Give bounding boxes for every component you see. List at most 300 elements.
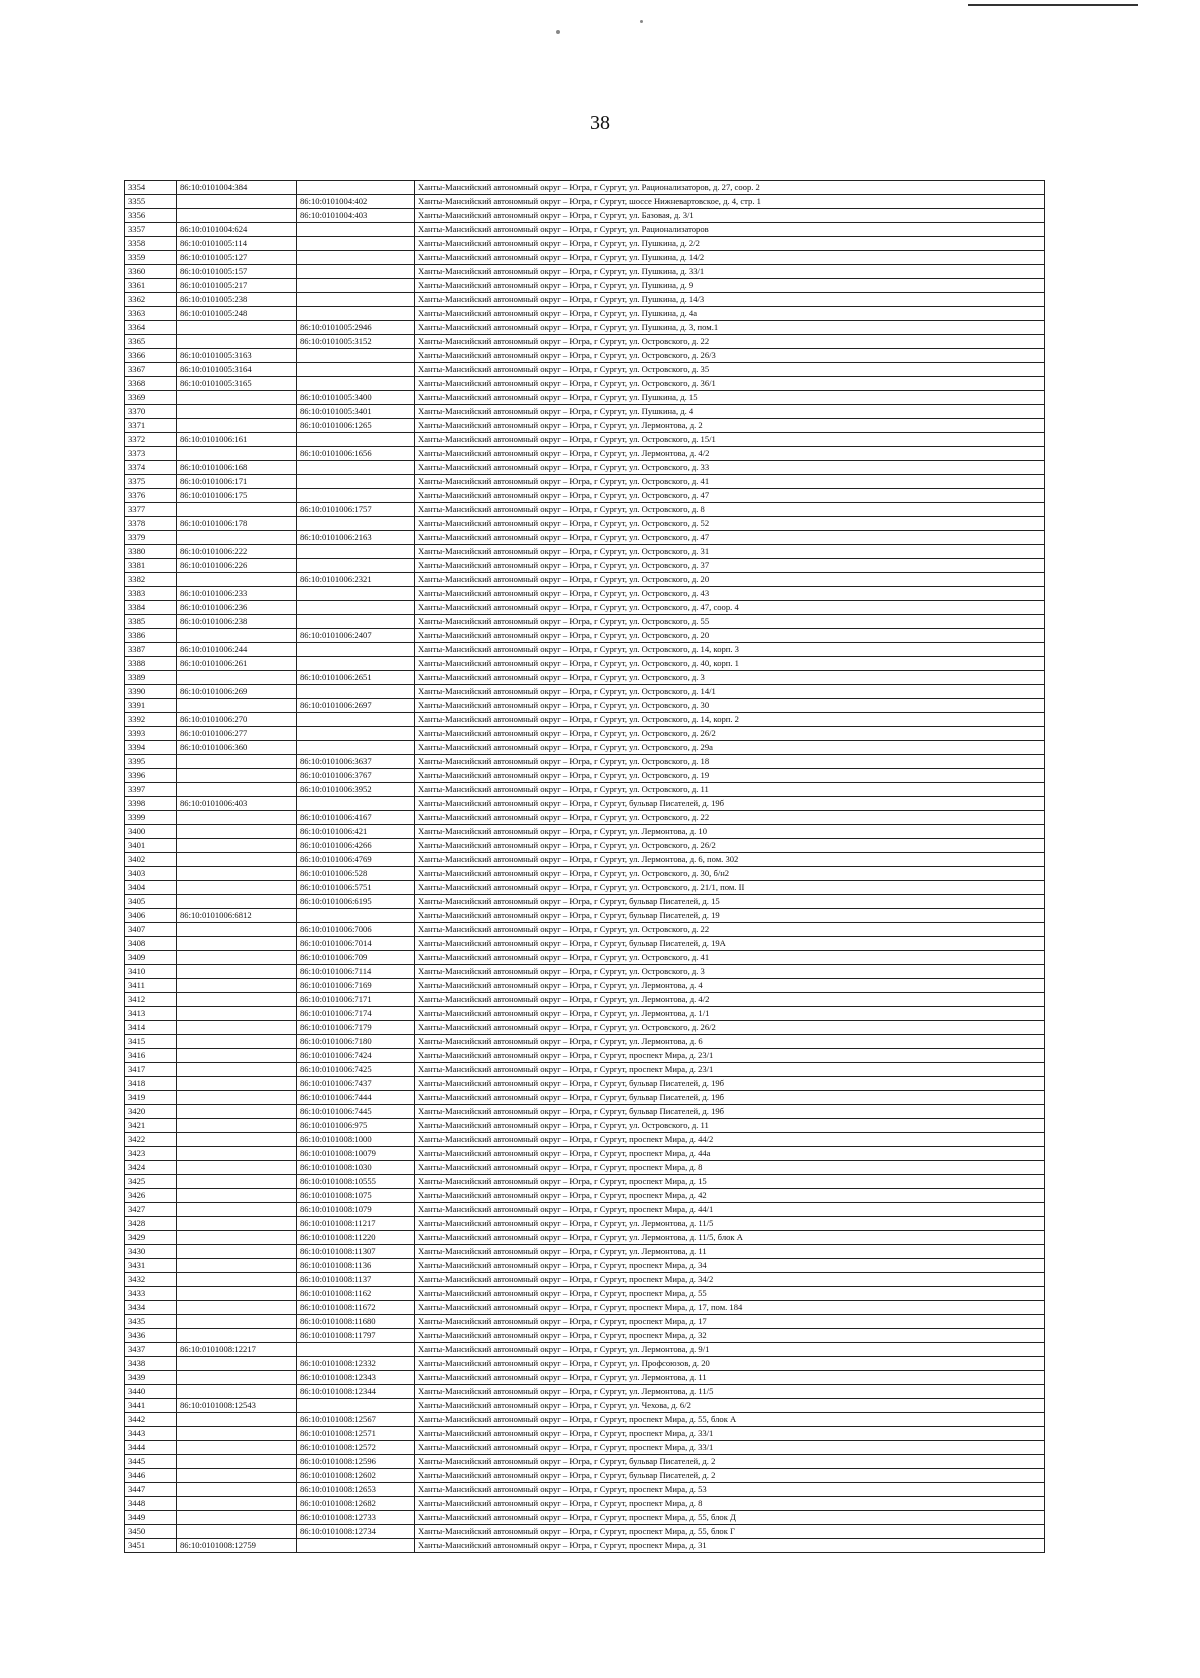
table-row	[125, 377, 1045, 391]
cadastral-number-parcel	[177, 1035, 297, 1049]
address: Ханты-Мансийский автономный округ – Югра, г Сургут, ул. Островского, д. 41	[415, 951, 1045, 965]
table-row	[125, 1497, 1045, 1511]
row-number: 3419	[125, 1091, 177, 1105]
cadastral-number-parcel: 86:10:0101006:175	[177, 489, 297, 503]
address: Ханты-Мансийский автономный округ – Югра, г Сургут, ул. Островского, д. 43	[415, 587, 1045, 601]
address: Ханты-Мансийский автономный округ – Югра, г Сургут, ул. Островского, д. 29а	[415, 741, 1045, 755]
address: Ханты-Мансийский автономный округ – Югра, г Сургут, ул. Лермонтова, д. 4	[415, 979, 1045, 993]
cadastral-number-parcel: 86:10:0101006:261	[177, 657, 297, 671]
cadastral-number-object: 86:10:0101008:1136	[297, 1259, 415, 1273]
row-number: 3442	[125, 1413, 177, 1427]
table-row	[125, 657, 1045, 671]
address: Ханты-Мансийский автономный округ – Югра, г Сургут, ул. Островского, д. 3	[415, 965, 1045, 979]
address: Ханты-Мансийский автономный округ – Югра, г Сургут, проспект Мира, д. 34	[415, 1259, 1045, 1273]
cadastral-number-object	[297, 685, 415, 699]
row-number: 3355	[125, 195, 177, 209]
cadastral-number-object: 86:10:0101008:12602	[297, 1469, 415, 1483]
address: Ханты-Мансийский автономный округ – Югра, г Сургут, проспект Мира, д. 44/2	[415, 1133, 1045, 1147]
address: Ханты-Мансийский автономный округ – Югра, г Сургут, ул. Островского, д. 22	[415, 811, 1045, 825]
cadastral-number-object	[297, 797, 415, 811]
cadastral-number-object	[297, 279, 415, 293]
table-row	[125, 671, 1045, 685]
table-row	[125, 433, 1045, 447]
table-row	[125, 363, 1045, 377]
address: Ханты-Мансийский автономный округ – Югра, г Сургут, проспект Мира, д. 53	[415, 1483, 1045, 1497]
table-row	[125, 1021, 1045, 1035]
cadastral-number-object: 86:10:0101006:7179	[297, 1021, 415, 1035]
cadastral-number-parcel	[177, 1049, 297, 1063]
cadastral-number-object	[297, 433, 415, 447]
cadastral-number-parcel	[177, 1497, 297, 1511]
cadastral-number-parcel	[177, 923, 297, 937]
row-number: 3382	[125, 573, 177, 587]
cadastral-number-parcel: 86:10:0101005:127	[177, 251, 297, 265]
cadastral-number-parcel: 86:10:0101006:360	[177, 741, 297, 755]
cadastral-number-object: 86:10:0101006:7114	[297, 965, 415, 979]
cadastral-number-object: 86:10:0101006:7014	[297, 937, 415, 951]
address: Ханты-Мансийский автономный округ – Югра, г Сургут, ул. Островского, д. 47, соор. 4	[415, 601, 1045, 615]
row-number: 3447	[125, 1483, 177, 1497]
cadastral-number-parcel	[177, 1231, 297, 1245]
row-number: 3417	[125, 1063, 177, 1077]
table-row	[125, 1441, 1045, 1455]
cadastral-number-object: 86:10:0101005:3152	[297, 335, 415, 349]
address: Ханты-Мансийский автономный округ – Югра, г Сургут, ул. Лермонтова, д. 11	[415, 1245, 1045, 1259]
row-number: 3391	[125, 699, 177, 713]
row-number: 3402	[125, 853, 177, 867]
page-number: 38	[590, 112, 610, 134]
table-row	[125, 965, 1045, 979]
cadastral-number-parcel	[177, 1007, 297, 1021]
cadastral-number-object	[297, 559, 415, 573]
cadastral-number-object: 86:10:0101008:12343	[297, 1371, 415, 1385]
address: Ханты-Мансийский автономный округ – Югра, г Сургут, проспект Мира, д. 33/1	[415, 1441, 1045, 1455]
row-number: 3427	[125, 1203, 177, 1217]
row-number: 3445	[125, 1455, 177, 1469]
address: Ханты-Мансийский автономный округ – Югра, г Сургут, ул. Островского, д. 14, корп. 2	[415, 713, 1045, 727]
cadastral-number-object: 86:10:0101006:4266	[297, 839, 415, 853]
cadastral-number-object	[297, 237, 415, 251]
cadastral-number-object	[297, 251, 415, 265]
row-number: 3448	[125, 1497, 177, 1511]
row-number: 3384	[125, 601, 177, 615]
row-number: 3406	[125, 909, 177, 923]
cadastral-number-parcel: 86:10:0101005:248	[177, 307, 297, 321]
row-number: 3356	[125, 209, 177, 223]
cadastral-number-parcel	[177, 335, 297, 349]
row-number: 3399	[125, 811, 177, 825]
row-number: 3418	[125, 1077, 177, 1091]
table-row	[125, 629, 1045, 643]
cadastral-number-object	[297, 475, 415, 489]
row-number: 3367	[125, 363, 177, 377]
cadastral-number-object: 86:10:0101006:975	[297, 1119, 415, 1133]
row-number: 3451	[125, 1539, 177, 1553]
address: Ханты-Мансийский автономный округ – Югра, г Сургут, ул. Островского, д. 26/2	[415, 1021, 1045, 1035]
address: Ханты-Мансийский автономный округ – Югра, г Сургут, ул. Островского, д. 35	[415, 363, 1045, 377]
address: Ханты-Мансийский автономный округ – Югра, г Сургут, ул. Островского, д. 14, корп. 3	[415, 643, 1045, 657]
cadastral-number-parcel	[177, 1427, 297, 1441]
cadastral-number-object	[297, 349, 415, 363]
cadastral-number-parcel: 86:10:0101006:171	[177, 475, 297, 489]
row-number: 3438	[125, 1357, 177, 1371]
address: Ханты-Мансийский автономный округ – Югра, г Сургут, ул. Лермонтова, д. 6	[415, 1035, 1045, 1049]
cadastral-number-object	[297, 713, 415, 727]
cadastral-number-parcel	[177, 951, 297, 965]
row-number: 3359	[125, 251, 177, 265]
row-number: 3361	[125, 279, 177, 293]
address: Ханты-Мансийский автономный округ – Югра, г Сургут, ул. Островского, д. 22	[415, 923, 1045, 937]
cadastral-number-parcel	[177, 1091, 297, 1105]
row-number: 3414	[125, 1021, 177, 1035]
table-row	[125, 699, 1045, 713]
cadastral-number-parcel	[177, 1329, 297, 1343]
cadastral-number-object: 86:10:0101008:1079	[297, 1203, 415, 1217]
cadastral-number-object	[297, 363, 415, 377]
cadastral-number-parcel	[177, 1385, 297, 1399]
table-row	[125, 1245, 1045, 1259]
row-number: 3416	[125, 1049, 177, 1063]
row-number: 3424	[125, 1161, 177, 1175]
table-row	[125, 517, 1045, 531]
cadastral-number-object: 86:10:0101008:1030	[297, 1161, 415, 1175]
address: Ханты-Мансийский автономный округ – Югра, г Сургут, проспект Мира, д. 17	[415, 1315, 1045, 1329]
table-row	[125, 1259, 1045, 1273]
row-number: 3360	[125, 265, 177, 279]
cadastral-number-parcel	[177, 1441, 297, 1455]
cadastral-number-parcel	[177, 405, 297, 419]
cadastral-number-parcel: 86:10:0101006:236	[177, 601, 297, 615]
cadastral-number-parcel	[177, 1371, 297, 1385]
table-row	[125, 545, 1045, 559]
row-number: 3422	[125, 1133, 177, 1147]
table-row	[125, 615, 1045, 629]
address: Ханты-Мансийский автономный округ – Югра, г Сургут, бульвар Писателей, д. 19	[415, 909, 1045, 923]
address: Ханты-Мансийский автономный округ – Югра, г Сургут, ул. Островского, д. 20	[415, 573, 1045, 587]
address: Ханты-Мансийский автономный округ – Югра, г Сургут, проспект Мира, д. 55, блок Д	[415, 1511, 1045, 1525]
cadastral-number-object: 86:10:0101008:1162	[297, 1287, 415, 1301]
table-row	[125, 1119, 1045, 1133]
table-row	[125, 461, 1045, 475]
cadastral-number-parcel	[177, 839, 297, 853]
address: Ханты-Мансийский автономный округ – Югра, г Сургут, ул. Островского, д. 33	[415, 461, 1045, 475]
row-number: 3444	[125, 1441, 177, 1455]
address: Ханты-Мансийский автономный округ – Югра, г Сургут, бульвар Писателей, д. 19А	[415, 937, 1045, 951]
cadastral-number-parcel: 86:10:0101006:161	[177, 433, 297, 447]
table-row	[125, 307, 1045, 321]
address: Ханты-Мансийский автономный округ – Югра, г Сургут, проспект Мира, д. 44/1	[415, 1203, 1045, 1217]
row-number: 3421	[125, 1119, 177, 1133]
cadastral-number-object: 86:10:0101006:7180	[297, 1035, 415, 1049]
address: Ханты-Мансийский автономный округ – Югра, г Сургут, проспект Мира, д. 31	[415, 1539, 1045, 1553]
cadastral-number-object: 86:10:0101006:7174	[297, 1007, 415, 1021]
table-row	[125, 797, 1045, 811]
table-row	[125, 1231, 1045, 1245]
address: Ханты-Мансийский автономный округ – Югра, г Сургут, ул. Островского, д. 30, б/н2	[415, 867, 1045, 881]
table-row	[125, 1315, 1045, 1329]
cadastral-number-object: 86:10:0101006:4167	[297, 811, 415, 825]
address: Ханты-Мансийский автономный округ – Югра, г Сургут, ул. Лермонтова, д. 11/5, блок А	[415, 1231, 1045, 1245]
address: Ханты-Мансийский автономный округ – Югра, г Сургут, ул. Лермонтова, д. 11	[415, 1371, 1045, 1385]
cadastral-number-object: 86:10:0101008:11680	[297, 1315, 415, 1329]
address: Ханты-Мансийский автономный округ – Югра, г Сургут, ул. Островского, д. 41	[415, 475, 1045, 489]
cadastral-number-parcel	[177, 1511, 297, 1525]
table-row	[125, 335, 1045, 349]
cadastral-number-object	[297, 223, 415, 237]
cadastral-number-parcel	[177, 209, 297, 223]
address: Ханты-Мансийский автономный округ – Югра, г Сургут, бульвар Писателей, д. 19б	[415, 1105, 1045, 1119]
row-number: 3369	[125, 391, 177, 405]
table-row	[125, 1539, 1045, 1553]
address: Ханты-Мансийский автономный округ – Югра, г Сургут, проспект Мира, д. 23/1	[415, 1049, 1045, 1063]
cadastral-number-parcel	[177, 1287, 297, 1301]
cadastral-number-object: 86:10:0101006:421	[297, 825, 415, 839]
row-number: 3372	[125, 433, 177, 447]
row-number: 3400	[125, 825, 177, 839]
cadastral-number-parcel	[177, 783, 297, 797]
top-rule	[968, 4, 1138, 6]
cadastral-number-parcel	[177, 531, 297, 545]
row-number: 3373	[125, 447, 177, 461]
address: Ханты-Мансийский автономный округ – Югра, г Сургут, ул. Пушкина, д. 33/1	[415, 265, 1045, 279]
cadastral-number-object	[297, 307, 415, 321]
table-row	[125, 489, 1045, 503]
table-row	[125, 1287, 1045, 1301]
table-row	[125, 1329, 1045, 1343]
table-row	[125, 1133, 1045, 1147]
row-number: 3450	[125, 1525, 177, 1539]
table-row	[125, 839, 1045, 853]
cadastral-number-parcel: 86:10:0101006:226	[177, 559, 297, 573]
cadastral-number-parcel: 86:10:0101006:403	[177, 797, 297, 811]
table-row	[125, 405, 1045, 419]
table-row	[125, 1413, 1045, 1427]
address: Ханты-Мансийский автономный округ – Югра, г Сургут, ул. Пушкина, д. 9	[415, 279, 1045, 293]
address: Ханты-Мансийский автономный округ – Югра, г Сургут, проспект Мира, д. 23/1	[415, 1063, 1045, 1077]
cadastral-number-parcel: 86:10:0101005:3165	[177, 377, 297, 391]
table-row	[125, 755, 1045, 769]
address: Ханты-Мансийский автономный округ – Югра, г Сургут, ул. Островского, д. 21/1, пом. II	[415, 881, 1045, 895]
cadastral-number-object: 86:10:0101008:11307	[297, 1245, 415, 1259]
table-row	[125, 979, 1045, 993]
row-number: 3413	[125, 1007, 177, 1021]
address: Ханты-Мансийский автономный округ – Югра, г Сургут, ул. Чехова, д. 6/2	[415, 1399, 1045, 1413]
cadastral-number-object: 86:10:0101006:3952	[297, 783, 415, 797]
cadastral-number-object: 86:10:0101006:7006	[297, 923, 415, 937]
cadastral-number-parcel: 86:10:0101008:12759	[177, 1539, 297, 1553]
table-row	[125, 881, 1045, 895]
cadastral-number-parcel	[177, 195, 297, 209]
table-row	[125, 951, 1045, 965]
cadastral-number-parcel	[177, 699, 297, 713]
cadastral-number-parcel	[177, 1175, 297, 1189]
cadastral-number-object: 86:10:0101006:2321	[297, 573, 415, 587]
cadastral-number-object	[297, 1539, 415, 1553]
table-row	[125, 447, 1045, 461]
table-row	[125, 769, 1045, 783]
cadastral-number-object	[297, 1343, 415, 1357]
address: Ханты-Мансийский автономный округ – Югра, г Сургут, проспект Мира, д. 55, блок Г	[415, 1525, 1045, 1539]
row-number: 3412	[125, 993, 177, 1007]
row-number: 3432	[125, 1273, 177, 1287]
cadastral-number-parcel: 86:10:0101005:3163	[177, 349, 297, 363]
address: Ханты-Мансийский автономный округ – Югра, г Сургут, ул. Островского, д. 3	[415, 671, 1045, 685]
address: Ханты-Мансийский автономный округ – Югра, г Сургут, ул. Лермонтова, д. 6, пом. 302	[415, 853, 1045, 867]
row-number: 3379	[125, 531, 177, 545]
address: Ханты-Мансийский автономный округ – Югра, г Сургут, бульвар Писателей, д. 19б	[415, 1091, 1045, 1105]
cadastral-number-parcel	[177, 629, 297, 643]
cadastral-number-parcel	[177, 853, 297, 867]
row-number: 3407	[125, 923, 177, 937]
cadastral-number-object: 86:10:0101006:7437	[297, 1077, 415, 1091]
table-row	[125, 1511, 1045, 1525]
address: Ханты-Мансийский автономный округ – Югра, г Сургут, бульвар Писателей, д. 19б	[415, 797, 1045, 811]
address: Ханты-Мансийский автономный округ – Югра, г Сургут, ул. Островского, д. 15/1	[415, 433, 1045, 447]
cadastral-number-parcel	[177, 1105, 297, 1119]
table-row	[125, 559, 1045, 573]
table-row	[125, 825, 1045, 839]
cadastral-number-parcel: 86:10:0101006:6812	[177, 909, 297, 923]
cadastral-number-parcel	[177, 1161, 297, 1175]
cadastral-number-parcel: 86:10:0101005:238	[177, 293, 297, 307]
address: Ханты-Мансийский автономный округ – Югра, г Сургут, проспект Мира, д. 55, блок А	[415, 1413, 1045, 1427]
cadastral-number-parcel	[177, 1063, 297, 1077]
address: Ханты-Мансийский автономный округ – Югра, г Сургут, ул. Пушкина, д. 2/2	[415, 237, 1045, 251]
cadastral-number-object: 86:10:0101006:7425	[297, 1063, 415, 1077]
cadastral-number-object: 86:10:0101006:6195	[297, 895, 415, 909]
cadastral-number-parcel: 86:10:0101006:233	[177, 587, 297, 601]
cadastral-number-object: 86:10:0101004:402	[297, 195, 415, 209]
row-number: 3396	[125, 769, 177, 783]
address: Ханты-Мансийский автономный округ – Югра, г Сургут, ул. Лермонтова, д. 10	[415, 825, 1045, 839]
scan-speck	[640, 20, 643, 23]
address: Ханты-Мансийский автономный округ – Югра, г Сургут, ул. Островского, д. 8	[415, 503, 1045, 517]
cadastral-number-parcel	[177, 1259, 297, 1273]
table-row	[125, 923, 1045, 937]
address: Ханты-Мансийский автономный округ – Югра, г Сургут, проспект Мира, д. 17, пом. 184	[415, 1301, 1045, 1315]
cadastral-number-parcel: 86:10:0101006:178	[177, 517, 297, 531]
table-row	[125, 1035, 1045, 1049]
address: Ханты-Мансийский автономный округ – Югра, г Сургут, ул. Островского, д. 20	[415, 629, 1045, 643]
cadastral-number-parcel	[177, 825, 297, 839]
address: Ханты-Мансийский автономный округ – Югра, г Сургут, ул. Островского, д. 30	[415, 699, 1045, 713]
address: Ханты-Мансийский автономный округ – Югра, г Сургут, ул. Лермонтова, д. 4/2	[415, 447, 1045, 461]
row-number: 3389	[125, 671, 177, 685]
address: Ханты-Мансийский автономный округ – Югра, г Сургут, ул. Лермонтова, д. 2	[415, 419, 1045, 433]
cadastral-number-parcel	[177, 1469, 297, 1483]
row-number: 3426	[125, 1189, 177, 1203]
table-row	[125, 573, 1045, 587]
table-row	[125, 1525, 1045, 1539]
address: Ханты-Мансийский автономный округ – Югра, г Сургут, ул. Пушкина, д. 14/2	[415, 251, 1045, 265]
row-number: 3385	[125, 615, 177, 629]
cadastral-number-object: 86:10:0101006:7445	[297, 1105, 415, 1119]
row-number: 3436	[125, 1329, 177, 1343]
row-number: 3390	[125, 685, 177, 699]
address: Ханты-Мансийский автономный округ – Югра, г Сургут, ул. Островского, д. 47	[415, 531, 1045, 545]
registry-table-body	[125, 181, 1045, 1553]
row-number: 3425	[125, 1175, 177, 1189]
row-number: 3381	[125, 559, 177, 573]
table-row	[125, 1357, 1045, 1371]
address: Ханты-Мансийский автономный округ – Югра, г Сургут, проспект Мира, д. 55	[415, 1287, 1045, 1301]
row-number: 3441	[125, 1399, 177, 1413]
row-number: 3370	[125, 405, 177, 419]
cadastral-number-object: 86:10:0101008:11797	[297, 1329, 415, 1343]
address: Ханты-Мансийский автономный округ – Югра, г Сургут, шоссе Нижневартовское, д. 4, стр. 1	[415, 195, 1045, 209]
row-number: 3439	[125, 1371, 177, 1385]
cadastral-number-parcel	[177, 867, 297, 881]
cadastral-number-object: 86:10:0101006:7444	[297, 1091, 415, 1105]
table-row	[125, 1161, 1045, 1175]
table-row	[125, 391, 1045, 405]
table-row	[125, 895, 1045, 909]
table-row	[125, 223, 1045, 237]
address: Ханты-Мансийский автономный округ – Югра, г Сургут, ул. Пушкина, д. 4а	[415, 307, 1045, 321]
cadastral-number-object: 86:10:0101006:2697	[297, 699, 415, 713]
table-row	[125, 643, 1045, 657]
cadastral-number-object: 86:10:0101008:10079	[297, 1147, 415, 1161]
cadastral-number-parcel	[177, 965, 297, 979]
table-row	[125, 685, 1045, 699]
table-row	[125, 1049, 1045, 1063]
cadastral-number-object: 86:10:0101008:1137	[297, 1273, 415, 1287]
table-row	[125, 909, 1045, 923]
address: Ханты-Мансийский автономный округ – Югра, г Сургут, ул. Рационализаторов	[415, 223, 1045, 237]
cadastral-number-object: 86:10:0101006:528	[297, 867, 415, 881]
row-number: 3354	[125, 181, 177, 195]
cadastral-number-parcel: 86:10:0101006:238	[177, 615, 297, 629]
table-row	[125, 419, 1045, 433]
cadastral-number-parcel	[177, 1315, 297, 1329]
cadastral-number-parcel	[177, 1413, 297, 1427]
cadastral-number-parcel	[177, 1147, 297, 1161]
cadastral-number-object: 86:10:0101006:3637	[297, 755, 415, 769]
address: Ханты-Мансийский автономный округ – Югра, г Сургут, ул. Островского, д. 40, корп. 1	[415, 657, 1045, 671]
cadastral-number-object: 86:10:0101008:12344	[297, 1385, 415, 1399]
cadastral-number-parcel	[177, 1119, 297, 1133]
cadastral-number-parcel: 86:10:0101006:244	[177, 643, 297, 657]
table-row	[125, 1469, 1045, 1483]
cadastral-number-object: 86:10:0101006:2163	[297, 531, 415, 545]
cadastral-number-parcel: 86:10:0101004:384	[177, 181, 297, 195]
cadastral-number-object	[297, 587, 415, 601]
table-row	[125, 293, 1045, 307]
cadastral-number-object: 86:10:0101008:11672	[297, 1301, 415, 1315]
cadastral-number-object	[297, 545, 415, 559]
row-number: 3440	[125, 1385, 177, 1399]
row-number: 3392	[125, 713, 177, 727]
row-number: 3365	[125, 335, 177, 349]
row-number: 3409	[125, 951, 177, 965]
address: Ханты-Мансийский автономный округ – Югра, г Сургут, ул. Лермонтова, д. 4/2	[415, 993, 1045, 1007]
cadastral-number-parcel	[177, 1525, 297, 1539]
row-number: 3446	[125, 1469, 177, 1483]
cadastral-number-parcel	[177, 1077, 297, 1091]
row-number: 3429	[125, 1231, 177, 1245]
cadastral-number-object: 86:10:0101008:12653	[297, 1483, 415, 1497]
table-row	[125, 783, 1045, 797]
table-row	[125, 867, 1045, 881]
address: Ханты-Мансийский автономный округ – Югра, г Сургут, ул. Лермонтова, д. 1/1	[415, 1007, 1045, 1021]
table-row	[125, 1483, 1045, 1497]
cadastral-number-object: 86:10:0101006:2407	[297, 629, 415, 643]
address: Ханты-Мансийский автономный округ – Югра, г Сургут, проспект Мира, д. 8	[415, 1161, 1045, 1175]
cadastral-number-parcel: 86:10:0101004:624	[177, 223, 297, 237]
cadastral-number-object	[297, 461, 415, 475]
row-number: 3397	[125, 783, 177, 797]
scan-speck	[556, 30, 560, 34]
